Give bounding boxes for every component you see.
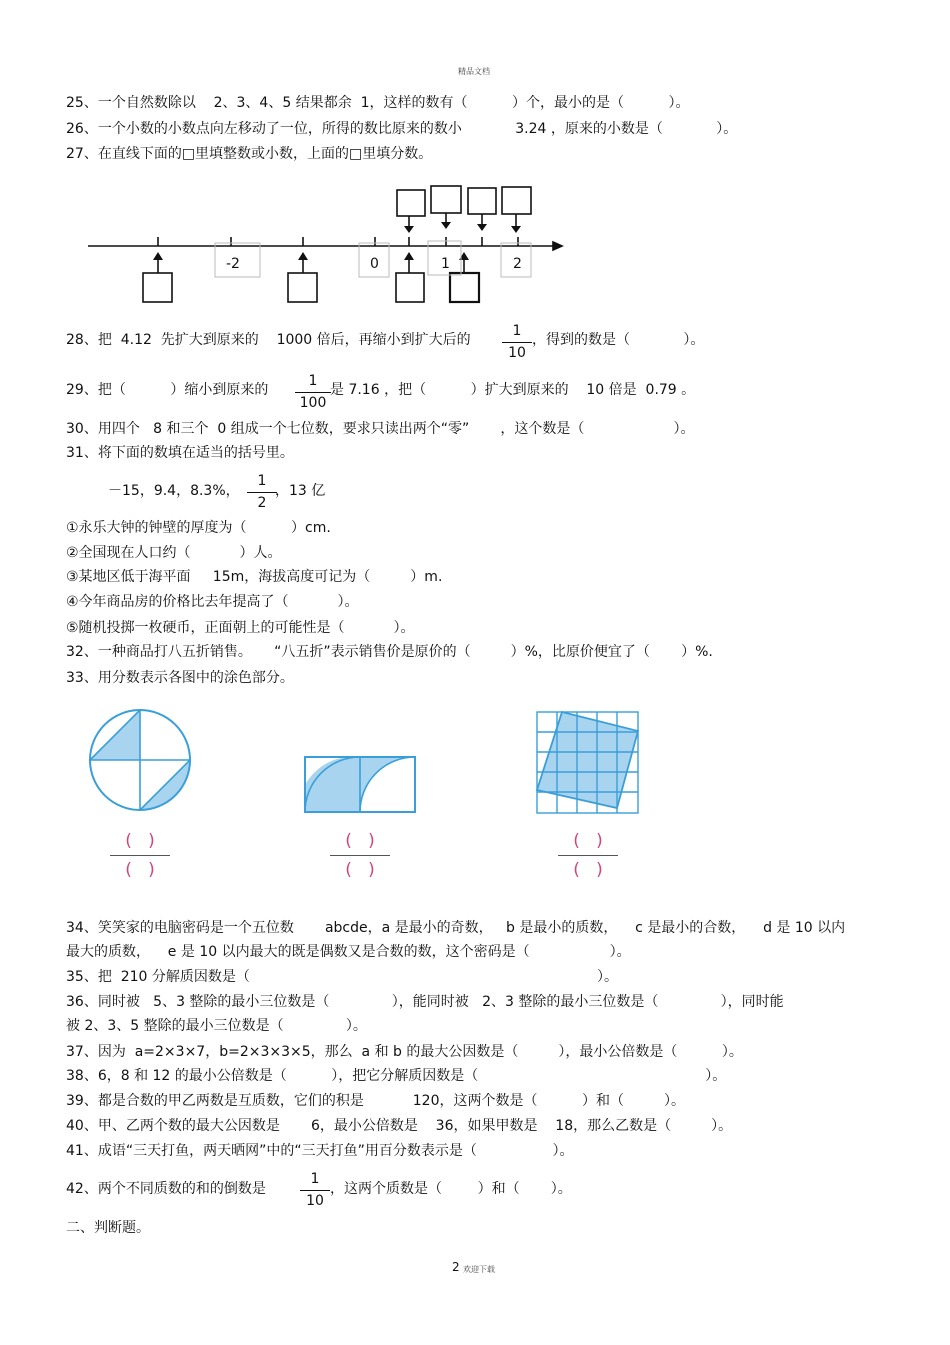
answer-box-bottom bbox=[288, 273, 317, 302]
answer-box-bottom bbox=[450, 273, 479, 302]
question-42-tail: ，这两个质数是（ ）和（ ）。 bbox=[330, 1181, 572, 1197]
arrow-down-icon bbox=[477, 224, 487, 231]
question-38: 38、6，8 和 12 的最小公倍数是（ ），把它分解质因数是（ ）。 bbox=[66, 1068, 727, 1084]
fraction-answer-blank[interactable]: ( ) ( ) bbox=[558, 830, 618, 881]
page-footer-note: 欢迎下载 bbox=[463, 1265, 495, 1274]
question-28-tail: ，得到的数是（ ）。 bbox=[532, 332, 705, 348]
answer-box-top bbox=[502, 187, 531, 214]
grid-figure bbox=[537, 712, 638, 813]
number-line-label: 2 bbox=[513, 256, 522, 272]
question-29: 29、把（ ）缩小到原来的 bbox=[66, 382, 269, 398]
number-line-label: 1 bbox=[441, 256, 450, 272]
fraction-answer-blank[interactable]: ( ) ( ) bbox=[330, 830, 390, 881]
question-25: 25、一个自然数除以 2、3、4、5 结果都余 1，这样的数有（ ）个，最小的是（ ）。 bbox=[66, 95, 690, 111]
fraction: 1 10 bbox=[298, 1170, 332, 1211]
fraction: 1 2 bbox=[245, 472, 279, 513]
arrow-up-icon bbox=[404, 252, 414, 260]
q31-item-1: ①永乐大钟的钟壁的厚度为（ ）cm. bbox=[66, 520, 331, 536]
answer-box-top bbox=[431, 186, 461, 213]
arrow-down-icon bbox=[441, 222, 451, 229]
arrow-down-icon bbox=[511, 226, 521, 233]
fraction: 1 10 bbox=[500, 322, 534, 363]
q31-item-5: ⑤随机投掷一枚硬币，正面朝上的可能性是（ ）。 bbox=[66, 620, 415, 636]
question-37: 37、因为 a=2×3×7，b=2×3×3×5，那么 a 和 b 的最大公因数是（ ），最小公倍数是（ ）。 bbox=[66, 1044, 743, 1060]
arrow-up-icon bbox=[298, 252, 308, 260]
answer-box-bottom bbox=[396, 273, 424, 302]
question-40: 40、甲、乙两个数的最大公因数是 6，最小公倍数是 36，如果甲数是 18，那么乙数是（ ）。 bbox=[66, 1118, 733, 1134]
question-36-cont: 被 2、3、5 整除的最小三位数是（ ）。 bbox=[66, 1018, 367, 1034]
number-line-arrowhead bbox=[553, 242, 562, 250]
question-36: 36、同时被 5、3 整除的最小三位数是（ ），能同时被 2、3 整除的最小三位数是（ ），同时能 bbox=[66, 994, 784, 1010]
section-heading: 二、判断题。 bbox=[66, 1220, 150, 1236]
question-34: 34、笑笑家的电脑密码是一个五位数 abcde，a 是最小的奇数， b 是最小的质数， c 是最小的合数， d 是 10 以内 bbox=[66, 920, 846, 936]
question-34-cont: 最大的质数， e 是 10 以内最大的既是偶数又是合数的数，这个密码是（ ）。 bbox=[66, 944, 631, 960]
q31-item-2: ②全国现在人口约（ ）人。 bbox=[66, 545, 282, 561]
q31-numbers: －15，9.4，8.3%， bbox=[108, 483, 240, 499]
question-32: 32、一种商品打八五折销售。 “八五折”表示销售价是原价的（ ）%，比原价便宜了（ ）%. bbox=[66, 644, 713, 660]
question-33: 33、用分数表示各图中的涂色部分。 bbox=[66, 670, 294, 686]
q31-numbers-tail: ，13 亿 bbox=[275, 483, 326, 499]
page-number: 2 bbox=[452, 1260, 460, 1274]
arrow-down-icon bbox=[404, 226, 414, 233]
q31-item-4: ④今年商品房的价格比去年提高了（ ）。 bbox=[66, 594, 359, 610]
question-39: 39、都是合数的甲乙两数是互质数，它们的积是 120，这两个数是（ ）和（ ）。 bbox=[66, 1093, 686, 1109]
fraction-answer-blank[interactable]: ( ) ( ) bbox=[110, 830, 170, 881]
question-30: 30、用四个 8 和三个 0 组成一个七位数，要求只读出两个“零” ，这个数是（ ）。 bbox=[66, 421, 695, 437]
page-header: 精品文档 bbox=[458, 67, 490, 76]
answer-box-top bbox=[468, 188, 496, 214]
number-line-label: -2 bbox=[226, 256, 240, 272]
question-29-tail: 是 7.16 ，把（ ）扩大到原来的 10 倍是 0.79 。 bbox=[330, 382, 696, 398]
question-35: 35、把 210 分解质因数是（ ）。 bbox=[66, 969, 619, 985]
answer-box-top bbox=[397, 190, 425, 216]
arrow-up-icon bbox=[459, 252, 469, 260]
question-42: 42、两个不同质数的和的倒数是 bbox=[66, 1181, 266, 1197]
question-27: 27、在直线下面的□里填整数或小数，上面的□里填分数。 bbox=[66, 146, 433, 162]
question-31: 31、将下面的数填在适当的括号里。 bbox=[66, 445, 294, 461]
question-41: 41、成语“三天打鱼，两天晒网”中的“三天打鱼”用百分数表示是（ ）。 bbox=[66, 1143, 574, 1159]
circle-figure bbox=[90, 710, 190, 810]
arrow-up-icon bbox=[153, 252, 163, 260]
question-28: 28、把 4.12 先扩大到原来的 1000 倍后，再缩小到扩大后的 bbox=[66, 332, 471, 348]
rectangle-figure bbox=[305, 757, 415, 812]
question-26: 26、一个小数的小数点向左移动了一位，所得的数比原来的数小 3.24 ，原来的小数是（ ）。 bbox=[66, 121, 738, 137]
answer-box-bottom bbox=[143, 273, 172, 302]
fraction: 1 100 bbox=[293, 372, 333, 413]
q31-item-3: ③某地区低于海平面 15m，海拔高度可记为（ ）m. bbox=[66, 569, 443, 585]
number-line-label: 0 bbox=[370, 256, 379, 272]
